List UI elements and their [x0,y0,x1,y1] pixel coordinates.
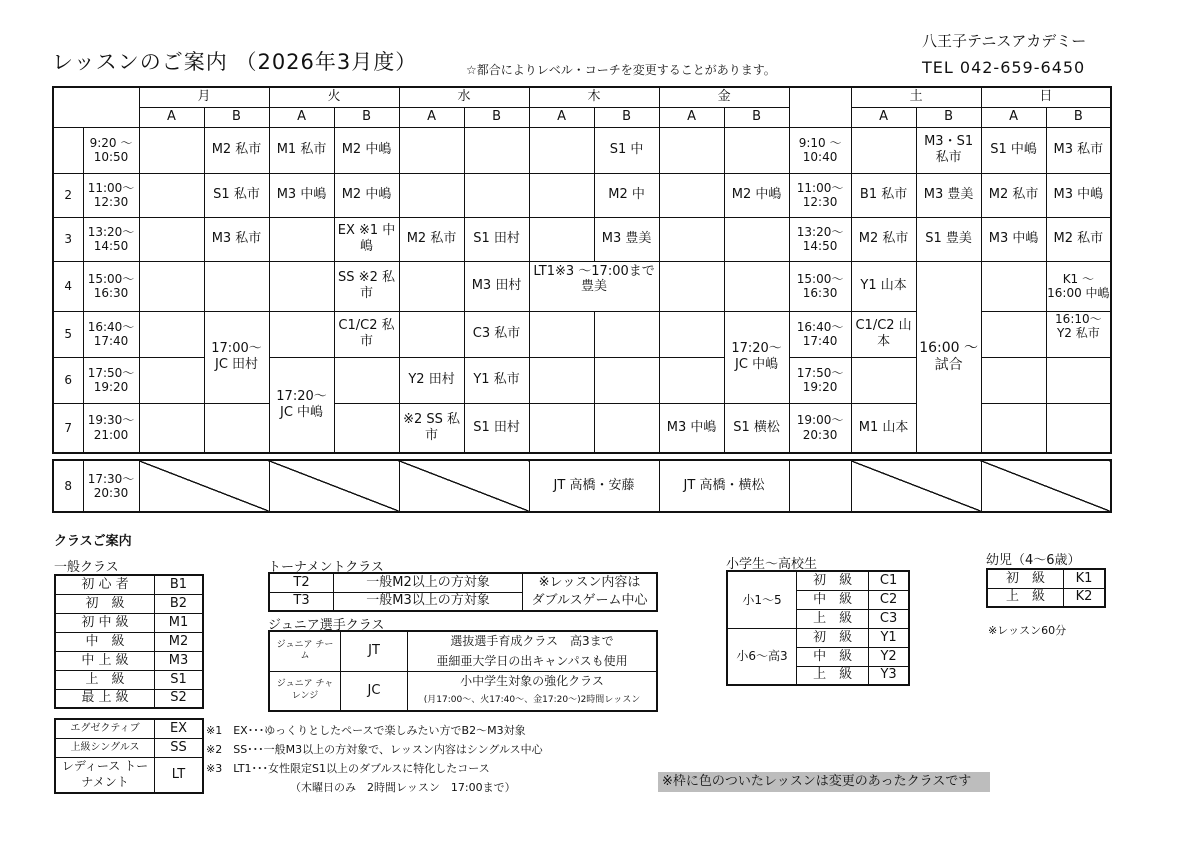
time-slot: 11:00～ 12:30 [83,173,139,217]
lesson-cell: SS ※2 私市 [334,261,399,311]
tournament-note: ※レッスン内容は [523,573,658,592]
note-ex: ※1 EX･･･ゆっくりとしたペースで楽しみたい方でB2～M3対象 [206,724,526,737]
lesson-cell [399,261,464,311]
lesson-cell: C1/C2 私市 [334,311,399,357]
lesson-cell: M3 私市 [1046,127,1111,173]
lesson-cell [594,403,659,453]
row-number: 7 [53,403,83,453]
lesson-cell: M2 中嶋 [724,173,789,217]
lesson-cell: EX ※1 中嶋 [334,217,399,261]
sub-a: A [529,107,594,127]
lesson-cell: S1 豊美 [916,217,981,261]
class-name: 中 上 級 [55,651,155,670]
group-name: 小6～高3 [727,628,797,685]
class-desc: (月17:00～、火17:40～、金17:20～)2時間レッスン [408,691,658,711]
sub-b: B [724,107,789,127]
lesson-cell [204,403,269,453]
lesson-cell [399,311,464,357]
lesson-cell [851,127,916,173]
class-desc: 一般M3以上の方対象 [334,592,523,611]
class-code: Y3 [869,666,909,685]
class-name: エグゼクティブ [55,719,155,738]
level: 上 級 [987,588,1064,607]
lesson-cell [724,217,789,261]
corner-cell [53,87,139,127]
class-code: S2 [155,689,204,708]
class-code: T3 [269,592,334,611]
lesson-cell: Y2 田村 [399,357,464,403]
lesson-cell: B1 私市 [851,173,916,217]
time-slot: 16:40～ 17:40 [83,311,139,357]
class-code: JT [341,631,408,671]
lesson-cell [659,173,724,217]
lesson-cell: S1 横松 [724,403,789,453]
special-class-table [54,718,204,794]
group-name: 小1～5 [727,571,797,628]
lesson-cell: LT1※3 ～17:00まで 豊美 [529,261,659,311]
lesson-cell [529,127,594,173]
class-name: 最 上 級 [55,689,155,708]
lesson-cell [659,311,724,357]
class-code: C2 [869,590,909,609]
lesson-cell: S1 田村 [464,217,529,261]
sub-a: A [981,107,1046,127]
student-title: 小学生～高校生 [726,557,818,572]
lesson-cell: M2 私市 [204,127,269,173]
class-name: 上 級 [55,670,155,689]
sub-b: B [594,107,659,127]
level: 中 級 [797,590,869,609]
changed-lesson-note: ※枠に色のついたレッスンは変更のあったクラスです [658,772,990,792]
lesson-cell [139,173,204,217]
phone-number: TEL 042-659-6450 [922,58,1086,77]
lesson-cell [724,261,789,311]
unavailable-cell [269,460,399,512]
lesson-cell [529,311,594,357]
lesson-cell [139,357,204,403]
class-code: K2 [1064,588,1105,607]
note-lt: ※3 LT1･･･女性限定S1以上のダブルスに特化したコース [206,762,490,775]
lesson-cell: M2 中嶋 [334,173,399,217]
lesson-cell [851,357,916,403]
tournament-title: トーナメントクラス [268,560,384,575]
lesson-cell: M3 中嶋 [981,217,1046,261]
page-title: レッスンのご案内 （2026年3月度） [52,50,418,74]
row-number: 8 [53,460,83,512]
class-desc: 選抜選手育成クラス 高3まで [408,631,658,651]
lesson-cell [139,311,204,357]
lesson-cell: C1/C2 山本 [851,311,916,357]
level: 初 級 [987,569,1064,588]
note-lt-detail: （木曜日のみ 2時間レッスン 17:00まで） [290,781,516,794]
lesson-cell [529,173,594,217]
time-slot: 15:00～ 16:30 [83,261,139,311]
lesson-cell: M1 山本 [851,403,916,453]
lesson-cell: M2 私市 [1046,217,1111,261]
unavailable-cell [399,460,529,512]
day-header-wed: 水 [399,87,529,107]
lesson-cell: S1 私市 [204,173,269,217]
sub-a: A [851,107,916,127]
lesson-cell: JT 高橋・安藤 [529,460,659,512]
time-slot: 17:50～ 19:20 [83,357,139,403]
class-code: S1 [155,670,204,689]
lesson-cell: M2 中嶋 [334,127,399,173]
lesson-cell: K1 ～ 16:00 中嶋 [1046,261,1111,311]
lesson-cell [659,127,724,173]
lesson-cell: 17:20～ JC 中嶋 [724,311,789,403]
lesson-cell [659,357,724,403]
junior-title: ジュニア選手クラス [268,618,385,633]
lesson-cell [139,261,204,311]
class-code: C1 [869,571,909,590]
sub-a: A [659,107,724,127]
lesson-cell [269,261,334,311]
class-name: 初 級 [55,594,155,613]
lesson-cell: 16:00 ～試合 [916,261,981,453]
lesson-cell: Y1 私市 [464,357,529,403]
class-name: 中 級 [55,632,155,651]
schedule-row-8 [52,459,1112,513]
class-code: B1 [155,575,204,594]
class-code: M3 [155,651,204,670]
sub-a: A [269,107,334,127]
class-code: B2 [155,594,204,613]
lesson-cell [399,127,464,173]
unavailable-cell [981,460,1111,512]
lesson-cell: M2 私市 [981,173,1046,217]
time-slot: 16:40～ 17:40 [789,311,851,357]
lesson-cell: M3 中嶋 [659,403,724,453]
class-name: 初 中 級 [55,613,155,632]
lesson-cell [269,311,334,357]
row-number: 3 [53,217,83,261]
row-number: 6 [53,357,83,403]
class-desc: 亜細亜大学日の出キャンパスも使用 [408,651,658,671]
empty-cell [789,460,851,512]
lesson-cell: M3 中嶋 [269,173,334,217]
general-class-table [54,574,204,709]
junior-table [268,630,658,712]
class-guide-heading: クラスご案内 [54,534,132,549]
class-name: 初 心 者 [55,575,155,594]
level: 上 級 [797,609,869,628]
sub-a: A [139,107,204,127]
day-header-sat: 土 [851,87,981,107]
class-desc: 小中学生対象の強化クラス [408,671,658,691]
academy-name: 八王子テニスアカデミー [922,32,1087,50]
lesson-cell [334,403,399,453]
class-code: M2 [155,632,204,651]
lesson-cell: 16:10～ Y2 私市 [1046,311,1111,357]
class-code: K1 [1064,569,1105,588]
lesson-cell: M1 私市 [269,127,334,173]
class-code: T2 [269,573,334,592]
kids-title: 幼児（4～6歳） [986,553,1081,568]
lesson-cell: C3 私市 [464,311,529,357]
class-code: Y1 [869,628,909,647]
row-number: 2 [53,173,83,217]
lesson-cell [724,127,789,173]
lesson-cell [399,173,464,217]
lesson-cell [464,173,529,217]
lesson-cell: 17:00～ JC 田村 [204,311,269,403]
time-slot: 15:00～ 16:30 [789,261,851,311]
time-slot: 17:50～ 19:20 [789,357,851,403]
lesson-cell: S1 田村 [464,403,529,453]
lesson-cell: ※2 SS 私市 [399,403,464,453]
lesson-cell [139,127,204,173]
change-notice: ☆都合によりレベル・コーチを変更することがあります。 [466,63,776,77]
lesson-cell [529,403,594,453]
tournament-note: ダブルスゲーム中心 [523,592,658,611]
class-name: ジュニア チーム [269,631,341,671]
lesson-cell [981,403,1046,453]
unavailable-cell [851,460,981,512]
time-slot: 19:30～ 21:00 [83,403,139,453]
lesson-cell: M3 田村 [464,261,529,311]
lesson-cell: S1 中嶋 [981,127,1046,173]
lesson-cell [594,357,659,403]
class-code: EX [155,719,204,738]
time-slot: 13:20～ 14:50 [83,217,139,261]
sub-b: B [1046,107,1111,127]
lesson-cell: Y1 山本 [851,261,916,311]
unavailable-cell [139,460,269,512]
lesson-cell [981,261,1046,311]
lesson-cell: M2 私市 [851,217,916,261]
lesson-cell: M3 豊美 [594,217,659,261]
class-code: Y2 [869,647,909,666]
class-name: レディース トーナメント [55,757,155,793]
schedule-table [52,86,1112,454]
lesson-cell [139,403,204,453]
lesson-cell: M2 私市 [399,217,464,261]
lesson-cell [139,217,204,261]
lesson-cell: M3・S1 私市 [916,127,981,173]
row-number: 4 [53,261,83,311]
time-slot: 13:20～ 14:50 [789,217,851,261]
lesson-cell: JT 高橋・横松 [659,460,789,512]
sub-b: B [334,107,399,127]
lesson-cell: M3 中嶋 [1046,173,1111,217]
sub-b: B [204,107,269,127]
time-slot: 9:10 ～ 10:40 [789,127,851,173]
student-table [726,570,910,686]
class-code: LT [155,757,204,793]
lesson-cell: S1 中 [594,127,659,173]
day-header-thu: 木 [529,87,659,107]
time-slot: 9:20 ～ 10:50 [83,127,139,173]
lesson-cell [981,357,1046,403]
day-header-tue: 火 [269,87,399,107]
time-slot: 17:30～ 20:30 [83,460,139,512]
day-header-sun: 日 [981,87,1111,107]
lesson-cell [659,261,724,311]
level: 初 級 [797,628,869,647]
class-name: 上級シングルス [55,738,155,757]
tournament-table [268,572,658,612]
class-code: JC [341,671,408,711]
lesson-cell [269,217,334,261]
day-header-mon: 月 [139,87,269,107]
lesson-cell [981,311,1046,357]
lesson-cell [659,217,724,261]
lesson-cell: M2 中 [594,173,659,217]
lesson-cell [204,261,269,311]
lesson-cell [1046,403,1111,453]
time-slot: 11:00～ 12:30 [789,173,851,217]
lesson-cell [464,127,529,173]
level: 上 級 [797,666,869,685]
class-name: ジュニア チャレンジ [269,671,341,711]
sub-a: A [399,107,464,127]
class-code: C3 [869,609,909,628]
level: 初 級 [797,571,869,590]
kids-table [986,568,1106,608]
lesson-cell: M3 私市 [204,217,269,261]
row-number: 5 [53,311,83,357]
lesson-cell [1046,357,1111,403]
class-desc: 一般M2以上の方対象 [334,573,523,592]
time-slot: 19:00～ 20:30 [789,403,851,453]
sub-b: B [916,107,981,127]
day-header-fri: 金 [659,87,789,107]
lesson-cell [529,357,594,403]
note-ss: ※2 SS･･･一般M3以上の方対象で、レッスン内容はシングルス中心 [206,743,543,756]
sub-b: B [464,107,529,127]
class-code: SS [155,738,204,757]
lesson-cell [334,357,399,403]
lesson-cell: 17:20～ JC 中嶋 [269,357,334,453]
lesson-cell [594,311,659,357]
class-code: M1 [155,613,204,632]
row-number [53,127,83,173]
weekend-time-header [789,87,851,127]
general-class-title: 一般クラス [54,560,119,575]
kids-note: ※レッスン60分 [988,624,1067,637]
lesson-cell [529,217,594,261]
level: 中 級 [797,647,869,666]
lesson-cell: M3 豊美 [916,173,981,217]
